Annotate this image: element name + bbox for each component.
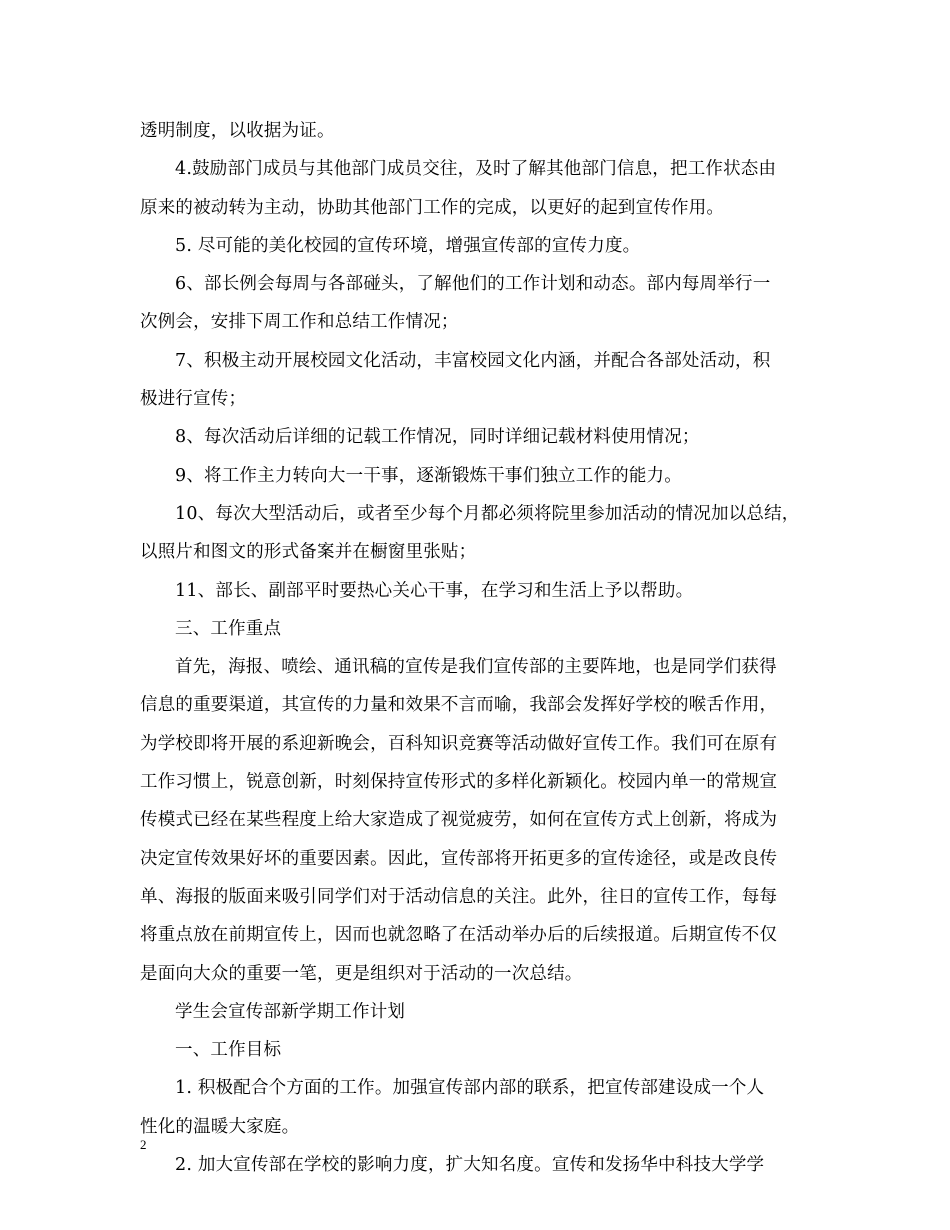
text-line: 单、海报的版面来吸引同学们对于活动信息的关注。此外，往日的宣传工作，每每 xyxy=(140,886,778,907)
text-line: 11、部长、副部平时要热心关心干事，在学习和生活上予以帮助。 xyxy=(175,580,694,601)
text-line: 首先，海报、喷绘、通讯稿的宣传是我们宣传部的主要阵地，也是同学们获得 xyxy=(175,657,777,678)
text-line: 8、每次活动后详细的记载工作情况，同时详细记载材料使用情况； xyxy=(175,427,700,448)
text-line: 以照片和图文的形式备案并在橱窗里张贴； xyxy=(140,542,477,563)
text-line: 次例会，安排下周工作和总结工作情况； xyxy=(140,312,459,333)
text-line: 7、积极主动开展校园文化活动，丰富校园文化内涵，并配合各部处活动，积 xyxy=(175,350,771,371)
text-line: 原来的被动转为主动，协助其他部门工作的完成，以更好的起到宣传作用。 xyxy=(140,197,725,218)
text-line: 2. 加大宣传部在学校的影响力度，扩大知名度。宣传和发扬华中科技大学学 xyxy=(175,1155,765,1176)
text-line: 决定宣传效果好坏的重要因素。因此，宣传部将开拓更多的宣传途径，或是改良传 xyxy=(140,848,778,869)
text-line: 10、每次大型活动后，或者至少每个月都必须将院里参加活动的情况加以总结， xyxy=(175,503,800,524)
text-line: 信息的重要渠道，其宣传的力量和效果不言而喻，我部会发挥好学校的喉舌作用， xyxy=(140,695,778,716)
text-line: 5. 尽可能的美化校园的宣传环境，增强宣传部的宣传力度。 xyxy=(175,235,641,256)
text-line: 工作习惯上，锐意创新，时刻保持宣传形式的多样化新颖化。校园内单一的常规宣 xyxy=(140,772,778,793)
text-line: 为学校即将开展的系迎新晚会，百科知识竞赛等活动做好宣传工作。我们可在原有 xyxy=(140,733,778,754)
text-line: 6、部长例会每周与各部碰头，了解他们的工作计划和动态。部内每周举行一 xyxy=(175,274,771,295)
text-line: 极进行宣传； xyxy=(140,389,247,410)
text-line: 学生会宣传部新学期工作计划 xyxy=(175,1001,406,1022)
text-line: 透明制度，以收据为证。 xyxy=(140,121,335,141)
text-line: 1. 积极配合个方面的工作。加强宣传部内部的联系，把宣传部建设成一个人 xyxy=(175,1078,765,1099)
text-line: 性化的温暖大家庭。 xyxy=(140,1116,300,1137)
text-line: 一、工作目标 xyxy=(175,1040,282,1061)
document-body xyxy=(140,112,810,1184)
text-line: 将重点放在前期宣传上，因而也就忽略了在活动举办后的后续报道。后期宣传不仅 xyxy=(140,925,778,946)
text-line: 是面向大众的重要一笔，更是组织对于活动的一次总结。 xyxy=(140,963,583,984)
text-line: 传模式已经在某些程度上给大家造成了视觉疲劳，如何在宣传方式上创新，将成为 xyxy=(140,810,778,831)
page-number: 2 xyxy=(140,1137,147,1152)
text-line: 三、工作重点 xyxy=(175,618,282,639)
text-line: 4.鼓励部门成员与其他部门成员交往，及时了解其他部门信息，把工作状态由 xyxy=(175,159,777,180)
text-line: 9、将工作主力转向大一干事，逐渐锻炼干事们独立工作的能力。 xyxy=(175,465,682,486)
